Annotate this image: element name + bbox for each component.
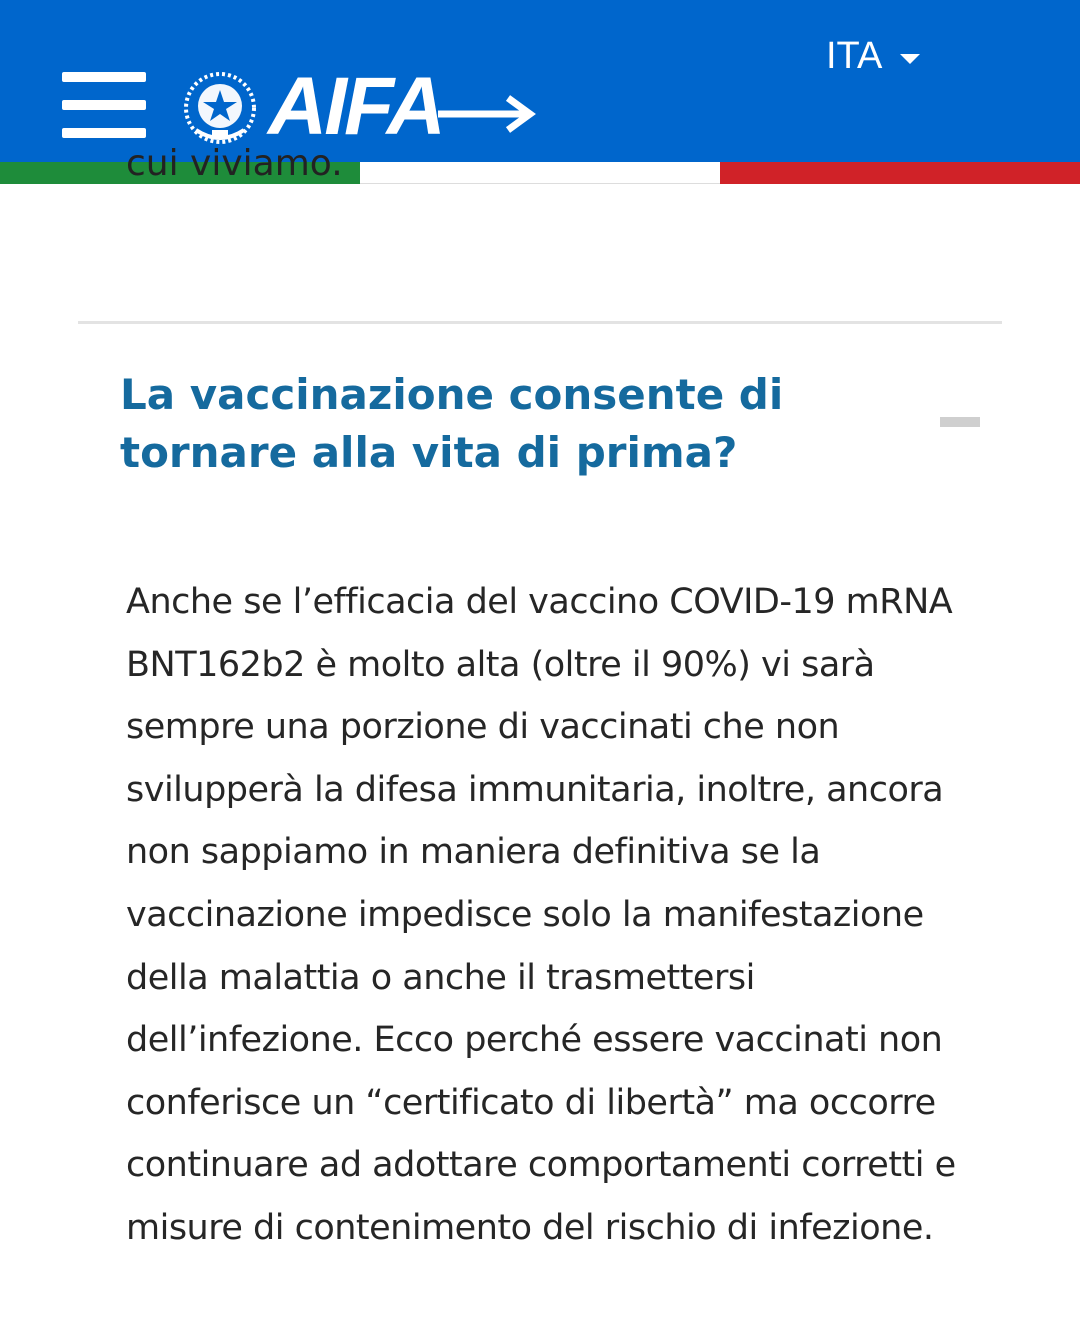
- previous-answer-text: cui viviamo.: [126, 143, 343, 184]
- italian-republic-emblem-icon: [182, 68, 258, 148]
- hamburger-menu-icon[interactable]: [62, 72, 146, 142]
- flag-red-stripe: [720, 162, 1080, 184]
- faq-question[interactable]: La vaccinazione consente di tornare alla vita di prima?: [120, 370, 784, 477]
- logo-arrow-icon: [438, 86, 538, 136]
- caret-down-icon: [900, 54, 920, 64]
- menu-line: [62, 72, 146, 82]
- logo-text: AIFA: [268, 61, 443, 152]
- aifa-logo[interactable]: [268, 61, 538, 152]
- menu-line: [62, 128, 146, 138]
- faq-answer: Anche se l’efficacia del vaccino COVID-19 mRNA BNT162b2 è molto alta (oltre il 90%) vi sarà sempre una porzione di vaccinati che non svilupperà la difesa immunitaria, inoltre, ancora non sappiamo in maniera definitiva se la vaccinazione impedisce solo la manifestazione della malattia o anche il trasmettersi dell’infezione. Ecco perché essere vaccinati non conferisce un “certificato di libertà” ma occorre continuare ad adottare comportamenti corretti e misure di contenimento del rischio di infezione.: [126, 582, 956, 1248]
- language-selector[interactable]: [826, 34, 920, 78]
- language-label: ITA: [826, 34, 883, 77]
- previous-answer-tail: [126, 143, 426, 190]
- site-header: [0, 0, 1080, 162]
- faq-divider: [78, 321, 1002, 324]
- menu-line: [62, 100, 146, 110]
- collapse-minus-icon[interactable]: [940, 417, 980, 427]
